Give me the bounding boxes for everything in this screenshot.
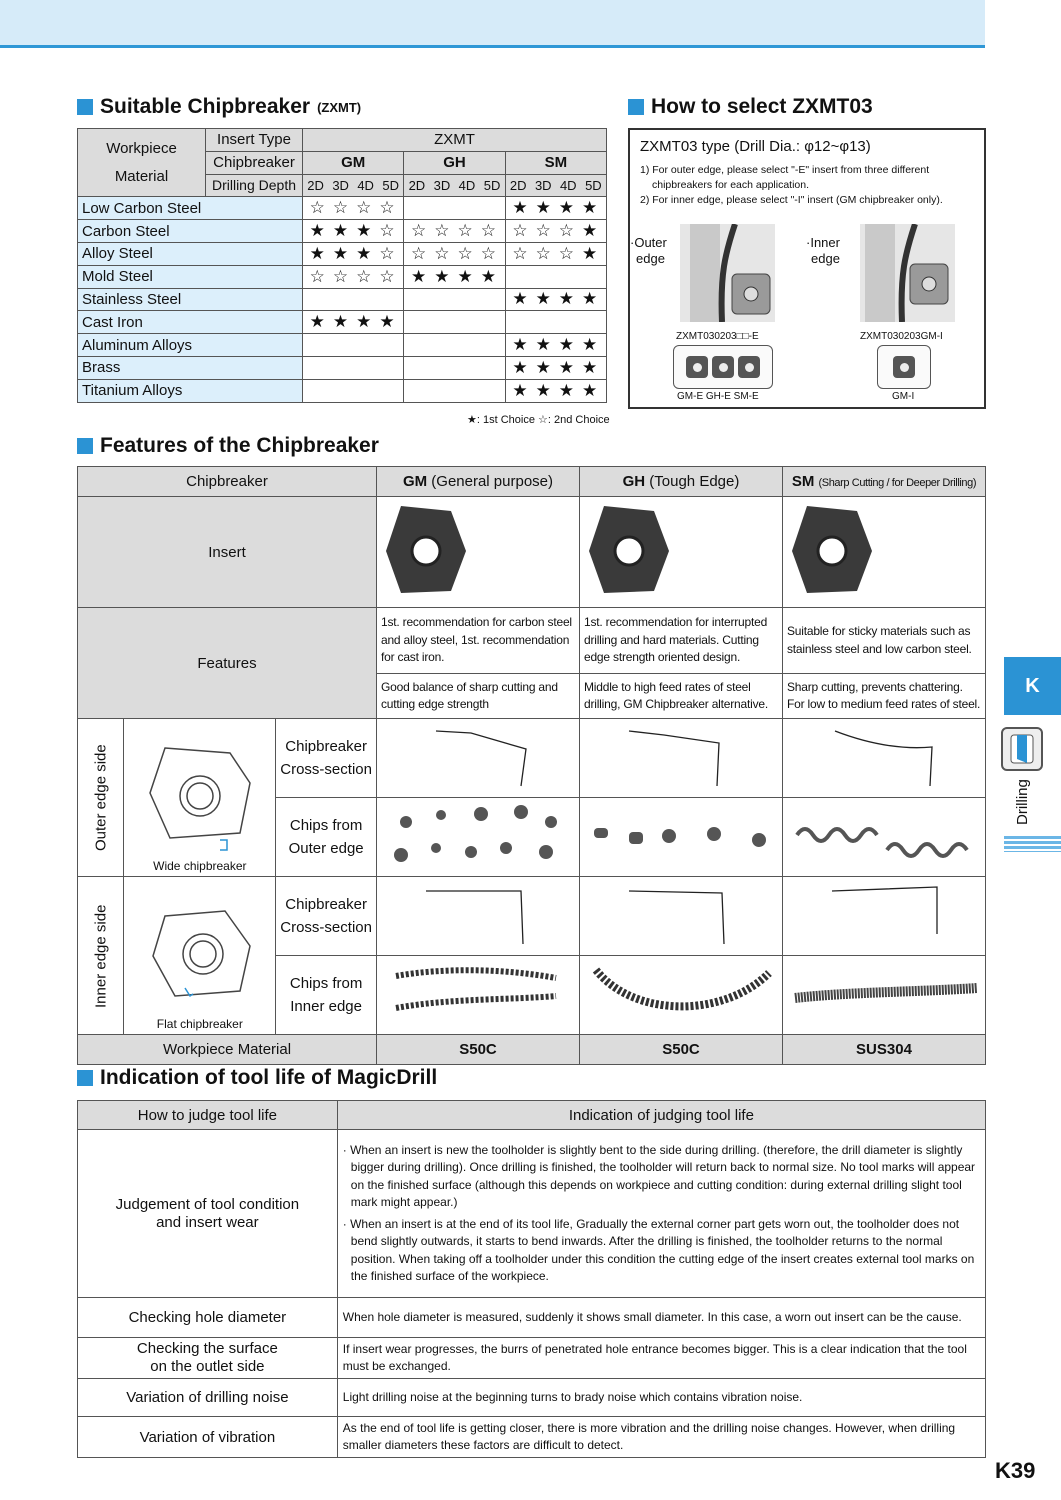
r3-label-l1: Checking the surface — [136, 1340, 278, 1357]
select-section-title — [628, 95, 873, 119]
select-notes — [640, 163, 974, 208]
life-r2-label: Checking hole diameter — [78, 1298, 338, 1338]
rating-gm: ★★★☆ — [303, 242, 404, 265]
chipbreaker-header: Chipbreaker — [206, 151, 303, 174]
features-row-label: Features — [78, 608, 377, 719]
sm-outer-chips-image — [782, 798, 985, 877]
outer-part-code: ZXMT030203□□-E — [676, 331, 759, 342]
suitable-chipbreaker-table — [77, 128, 607, 403]
rating-sm: ☆☆☆★ — [505, 220, 606, 243]
table-row — [78, 356, 607, 379]
section-square-icon — [77, 1070, 93, 1086]
sm-inner-chips-image — [782, 956, 985, 1035]
rating-gm — [303, 356, 404, 379]
group-sm-header: SM — [505, 151, 606, 174]
gm-code: GM — [402, 473, 428, 490]
inner-label-l2: edge — [811, 251, 840, 266]
rating-gh: ★★★★ — [404, 265, 505, 288]
chips-l2: Inner edge — [290, 998, 362, 1015]
life-r1-text — [337, 1130, 985, 1298]
inner-edge-label — [806, 235, 840, 267]
depth-cell: 3D — [429, 174, 454, 197]
material-name: Titanium Alloys — [78, 379, 303, 402]
cross-l1: Chipbreaker — [285, 738, 367, 755]
gm-outer-chips-image — [376, 798, 579, 877]
outer-tool-image — [680, 224, 775, 322]
outer-insert-labels: GM-E GH-E SM-E — [677, 391, 759, 402]
life-r1-label — [78, 1130, 338, 1298]
rating-sm: ★★★★ — [505, 288, 606, 311]
gm-desc: (General purpose) — [431, 473, 554, 490]
material-name: Carbon Steel — [78, 220, 303, 243]
rating-gh: ☆☆☆☆ — [404, 220, 505, 243]
gm-col-header — [376, 467, 579, 497]
depth-cell: 2D — [303, 174, 329, 197]
table-row — [78, 220, 607, 243]
wide-chipbreaker-label: Wide chipbreaker — [153, 859, 247, 873]
outer-cross-section-label — [276, 719, 377, 798]
life-title-text: Indication of tool life of MagicDrill — [100, 1066, 438, 1089]
gm-workpiece: S50C — [376, 1035, 579, 1065]
insert-gh-e-icon — [712, 356, 734, 378]
rating-sm: ★★★★ — [505, 379, 606, 402]
life-col1-header: How to judge tool life — [78, 1101, 338, 1130]
gh-insert-image — [579, 497, 782, 608]
table-row — [78, 197, 607, 220]
gm-feature-2: Good balance of sharp cutting and cutting edge strength — [376, 674, 579, 719]
material-name: Mold Steel — [78, 265, 303, 288]
r1-para-2: · When an insert is at the end of its tool life, Gradually the external corner part gets worn out, the toolholder does not bend slightly outwards, it starts to bend inwards. After the drilling is finished, the toolholder returns to the normal position. When taking off a toolholder under this condition the cutting edge of the insert creates external tool marks on the finished surface of the workpiece. — [342, 1216, 975, 1283]
workpiece-material-label: Workpiece Material — [78, 1035, 377, 1065]
gh-feature-1: 1st. recommendation for interrupted drilling and hard materials. Cutting edge strength oriented design. — [579, 608, 782, 674]
table-row — [78, 288, 607, 311]
table-row — [78, 311, 607, 334]
outer-edge-side-label: Outer edge side — [78, 719, 124, 877]
depth-cell: 3D — [328, 174, 353, 197]
cross-l1: Chipbreaker — [285, 896, 367, 913]
rating-sm: ★★★★ — [505, 197, 606, 220]
depth-cell: 5D — [378, 174, 404, 197]
material-label: Material — [114, 167, 169, 185]
inner-insert-label: GM-I — [892, 391, 915, 402]
table-row — [78, 379, 607, 402]
sm-outer-cross-section — [782, 719, 985, 798]
rating-gm — [303, 379, 404, 402]
gm-feature-1: 1st. recommendation for carbon steel and alloy steel, 1st. recommendation for cast iron. — [376, 608, 579, 674]
rating-gm: ★★★☆ — [303, 220, 404, 243]
insert-gm-i-icon — [893, 356, 915, 378]
material-name: Cast Iron — [78, 311, 303, 334]
rating-legend: ★: 1st Choice ☆: 2nd Choice — [467, 414, 610, 426]
depth-cell: 3D — [531, 174, 556, 197]
suitable-title-sub: (ZXMT) — [317, 99, 362, 115]
gm-outer-cross-section — [376, 719, 579, 798]
insert-type-value: ZXMT — [303, 129, 607, 152]
rating-gh — [404, 334, 505, 357]
depth-cell: 4D — [454, 174, 479, 197]
inner-cross-section-label — [276, 877, 377, 956]
sm-col-header — [782, 467, 985, 497]
sm-inner-cross-section — [782, 877, 985, 956]
depth-cell: 2D — [505, 174, 531, 197]
section-square-icon — [77, 99, 93, 115]
inner-chips-label — [276, 956, 377, 1035]
gh-workpiece: S50C — [579, 1035, 782, 1065]
note-line: 1) For outer edge, please select "-E" insert from three different — [640, 164, 930, 176]
life-r4-label: Variation of drilling noise — [78, 1379, 338, 1417]
table-row — [78, 334, 607, 357]
sm-workpiece: SUS304 — [782, 1035, 985, 1065]
side-tab-label: Drilling — [1014, 779, 1031, 825]
note-line: 2) For inner edge, please select "-I" insert (GM chipbreaker only). — [640, 194, 943, 206]
side-tab-stripes — [1004, 836, 1061, 852]
features-section-title — [77, 434, 379, 458]
life-r5-text: As the end of tool life is getting closer, there is more vibration and the drilling noise changes. However, when drilling smaller diameters these factors are difficult to detect. — [337, 1417, 985, 1458]
gh-outer-cross-section — [579, 719, 782, 798]
insert-sm-e-icon — [738, 356, 760, 378]
depth-cell: 4D — [353, 174, 378, 197]
workpiece-label: Workpiece — [106, 139, 177, 157]
insert-gm-e-icon — [686, 356, 708, 378]
inner-label-l1: ·Inner — [806, 235, 840, 250]
r3-label-l2: on the outlet side — [150, 1358, 265, 1375]
section-square-icon — [628, 99, 644, 115]
rating-gh — [404, 311, 505, 334]
outer-chips-label — [276, 798, 377, 877]
suitable-section-title — [77, 95, 361, 119]
inner-insert-diagram — [124, 877, 276, 1035]
header-band — [0, 0, 985, 48]
group-gh-header: GH — [404, 151, 505, 174]
r1-label-l2: and insert wear — [156, 1213, 259, 1231]
rating-sm: ☆☆☆★ — [505, 242, 606, 265]
depth-cell: 5D — [581, 174, 607, 197]
rating-gm — [303, 334, 404, 357]
outer-edge-label — [630, 235, 667, 267]
life-r4-text: Light drilling noise at the beginning turns to brady noise which contains vibration noise. — [337, 1379, 985, 1417]
rating-gm: ☆☆☆☆ — [303, 265, 404, 288]
gh-code: GH — [622, 473, 646, 490]
life-r5-label: Variation of vibration — [78, 1417, 338, 1458]
gh-feature-2: Middle to high feed rates of steel drilling, GM Chipbreaker alternative. — [579, 674, 782, 719]
material-name: Stainless Steel — [78, 288, 303, 311]
flat-chipbreaker-label: Flat chipbreaker — [156, 1017, 243, 1031]
gh-inner-chips-image — [579, 956, 782, 1035]
cross-l2: Cross-section — [280, 761, 372, 778]
note-line: chipbreakers for each application. — [652, 179, 810, 191]
outer-label-l1: ·Outer — [630, 235, 667, 250]
rating-gh — [404, 356, 505, 379]
inner-edge-side-label: Inner edge side — [78, 877, 124, 1035]
rating-sm: ★★★★ — [505, 356, 606, 379]
gh-desc: (Tough Edge) — [649, 473, 740, 490]
inner-tool-image — [860, 224, 955, 322]
section-square-icon — [77, 438, 93, 454]
table-row — [78, 242, 607, 265]
depth-cell: 5D — [479, 174, 505, 197]
features-title-text: Features of the Chipbreaker — [100, 434, 379, 457]
rating-sm — [505, 265, 606, 288]
material-name: Aluminum Alloys — [78, 334, 303, 357]
gh-col-header — [579, 467, 782, 497]
rating-sm — [505, 311, 606, 334]
chips-l2: Outer edge — [288, 840, 364, 857]
tool-life-table — [77, 1100, 986, 1458]
rating-gm — [303, 288, 404, 311]
rating-gh: ☆☆☆☆ — [404, 242, 505, 265]
inner-insert-group — [877, 345, 931, 389]
inner-part-code: ZXMT030203GM-I — [860, 331, 943, 342]
sm-code: SM — [791, 473, 815, 490]
gh-inner-cross-section — [579, 877, 782, 956]
workpiece-material-header — [78, 129, 206, 197]
rating-gh — [404, 197, 505, 220]
suitable-title-text: Suitable Chipbreaker — [100, 95, 311, 118]
material-name: Low Carbon Steel — [78, 197, 303, 220]
sm-desc: (Sharp Cutting / for Deeper Drilling) — [818, 477, 977, 489]
features-table — [77, 466, 986, 1065]
rating-gh — [404, 288, 505, 311]
sm-feature-1: Suitable for sticky materials such as stainless steel and low carbon steel. — [782, 608, 985, 674]
drill-icon — [1001, 727, 1043, 771]
group-gm-header: GM — [303, 151, 404, 174]
drilling-depth-header: Drilling Depth — [206, 174, 303, 197]
select-title-text: How to select ZXMT03 — [651, 95, 873, 118]
insert-row-label: Insert — [78, 497, 377, 608]
sm-feature-2: Sharp cutting, prevents chattering. For low to medium feed rates of steel. — [782, 674, 985, 719]
gm-inner-cross-section — [376, 877, 579, 956]
rating-gm: ☆☆☆☆ — [303, 197, 404, 220]
side-tab-k[interactable]: K — [1004, 657, 1061, 715]
outer-insert-diagram — [124, 719, 276, 877]
depth-cell: 2D — [404, 174, 430, 197]
cross-l2: Cross-section — [280, 919, 372, 936]
insert-type-header: Insert Type — [206, 129, 303, 152]
outer-inserts-group — [673, 345, 773, 389]
depth-cell: 4D — [556, 174, 581, 197]
life-r2-text: When hole diameter is measured, suddenly it shows small diameter. In this case, a worn out insert can be the cause. — [337, 1298, 985, 1338]
rating-gm: ★★★★ — [303, 311, 404, 334]
table-row — [78, 265, 607, 288]
page-number: K39 — [995, 1458, 1036, 1483]
gm-insert-image — [376, 497, 579, 608]
life-section-title — [77, 1066, 437, 1090]
chips-l1: Chips from — [289, 817, 363, 834]
outer-label-l2: edge — [636, 251, 665, 266]
life-col2-header: Indication of judging tool life — [337, 1101, 985, 1130]
chips-l1: Chips from — [289, 975, 363, 992]
gm-inner-chips-image — [376, 956, 579, 1035]
r1-label-l1: Judgement of tool condition — [115, 1195, 300, 1213]
rating-sm: ★★★★ — [505, 334, 606, 357]
life-r3-label — [78, 1338, 338, 1379]
gh-outer-chips-image — [579, 798, 782, 877]
material-name: Alloy Steel — [78, 242, 303, 265]
select-type-line: ZXMT03 type (Drill Dia.: φ12~φ13) — [640, 138, 871, 155]
material-name: Brass — [78, 356, 303, 379]
sm-insert-image — [782, 497, 985, 608]
suitable-rows — [78, 197, 607, 402]
r1-para-1: · When an insert is new the toolholder is slightly bent to the side during drilling. (therefore, the drill diameter is slightly bigger during drilling). Once drilling is finished, the toolholder will return back to normal size. No tool marks will appear on the finished surface (although this depends on workpiece and cutting condition: during external drilling slight tool mark might appear.) — [342, 1142, 976, 1209]
chipbreaker-col-header: Chipbreaker — [78, 467, 377, 497]
life-r3-text: If insert wear progresses, the burrs of penetrated hole entrance becomes bigger. This is a clear indication that the tool must be exchanged. — [337, 1338, 985, 1379]
rating-gh — [404, 379, 505, 402]
